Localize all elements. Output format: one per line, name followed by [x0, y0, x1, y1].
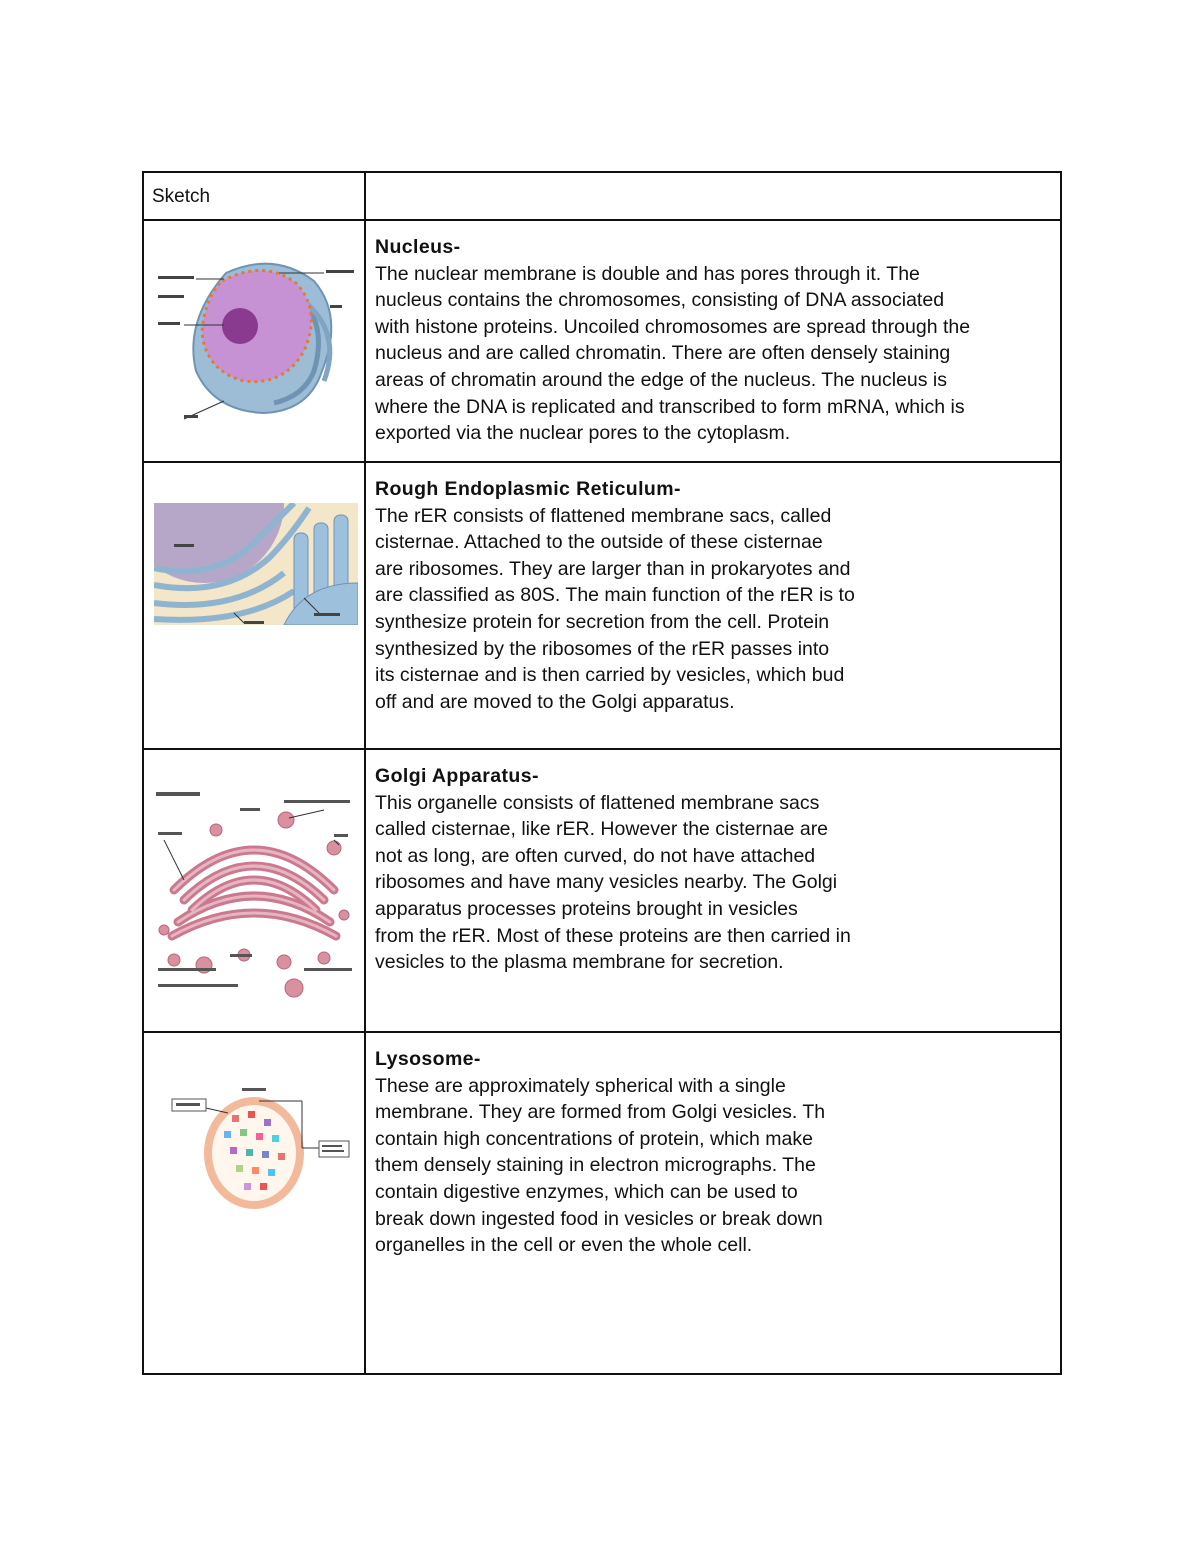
- rough-er-diagram-icon: [144, 463, 366, 748]
- table-row: [143, 749, 1061, 1032]
- header-cell-sketch: [143, 172, 365, 220]
- organelle-title: Lysosome-: [375, 1048, 481, 1070]
- lysosome-diagram-icon: [144, 1033, 366, 1373]
- header-cell-description: [365, 172, 1061, 220]
- sketch-cell: [143, 1032, 365, 1374]
- organelle-description: These are approximately spherical with a single membrane. They are formed from Golgi vesicles. Th contain high concentrations of protein, which make them densely staining in electron micrographs. The contain digestive enzymes, which can be used to break down ingested food in vesicles or break down organelles in the cell or even the whole cell.: [375, 1074, 826, 1257]
- description-cell: [365, 462, 1061, 749]
- table-row: [143, 462, 1061, 749]
- table-header-row: [143, 172, 1061, 220]
- table-row: [143, 220, 1061, 462]
- sketch-cell: [143, 462, 365, 749]
- golgi-diagram-icon: [144, 750, 366, 1031]
- description-cell: [365, 220, 1061, 462]
- sketch-cell: [143, 749, 365, 1032]
- description-cell: [365, 749, 1061, 1032]
- organelle-table: [142, 171, 1062, 1375]
- organelle-description: The nuclear membrane is double and has pores through it. The nucleus contains the chromosomes, consisting of DNA associated with histone proteins. Uncoiled chromosomes are spread through the nucleus and are called chromatin. There are often densely staining areas of chromatin around the edge of the nucleus. The nucleus is where the DNA is replicated and transcribed to form mRNA, which is exported via the nuclear pores to the cytoplasm.: [375, 262, 971, 445]
- sketch-cell: [143, 220, 365, 462]
- organelle-description: The rER consists of flattened membrane sacs, called cisternae. Attached to the outside of these cisternae are ribosomes. They are larger than in prokaryotes and are classified as 80S. The main function of the rER is to synthesize protein for secretion from the cell. Protein synthesized by the ribosomes of the rER passes into its cisternae and is then carried by vesicles, which bud off and are moved to the Golgi apparatus.: [375, 504, 855, 713]
- description-cell: [365, 1032, 1061, 1374]
- header-sketch-label: Sketch: [152, 186, 211, 207]
- header-description-label: [366, 173, 1060, 186]
- organelle-title: Rough Endoplasmic Reticulum-: [375, 478, 681, 500]
- table-row: [143, 1032, 1061, 1374]
- nucleus-diagram-icon: [144, 221, 366, 461]
- organelle-title: Golgi Apparatus-: [375, 765, 539, 787]
- organelle-description: This organelle consists of flattened membrane sacs called cisternae, like rER. However the cisternae are not as long, are often curved, do not have attached ribosomes and have many vesicles nearby. The Golgi apparatus processes proteins brought in vesicles from the rER. Most of these proteins are then carried in vesicles to the plasma membrane for secretion.: [375, 791, 851, 974]
- organelle-title: Nucleus-: [375, 236, 461, 258]
